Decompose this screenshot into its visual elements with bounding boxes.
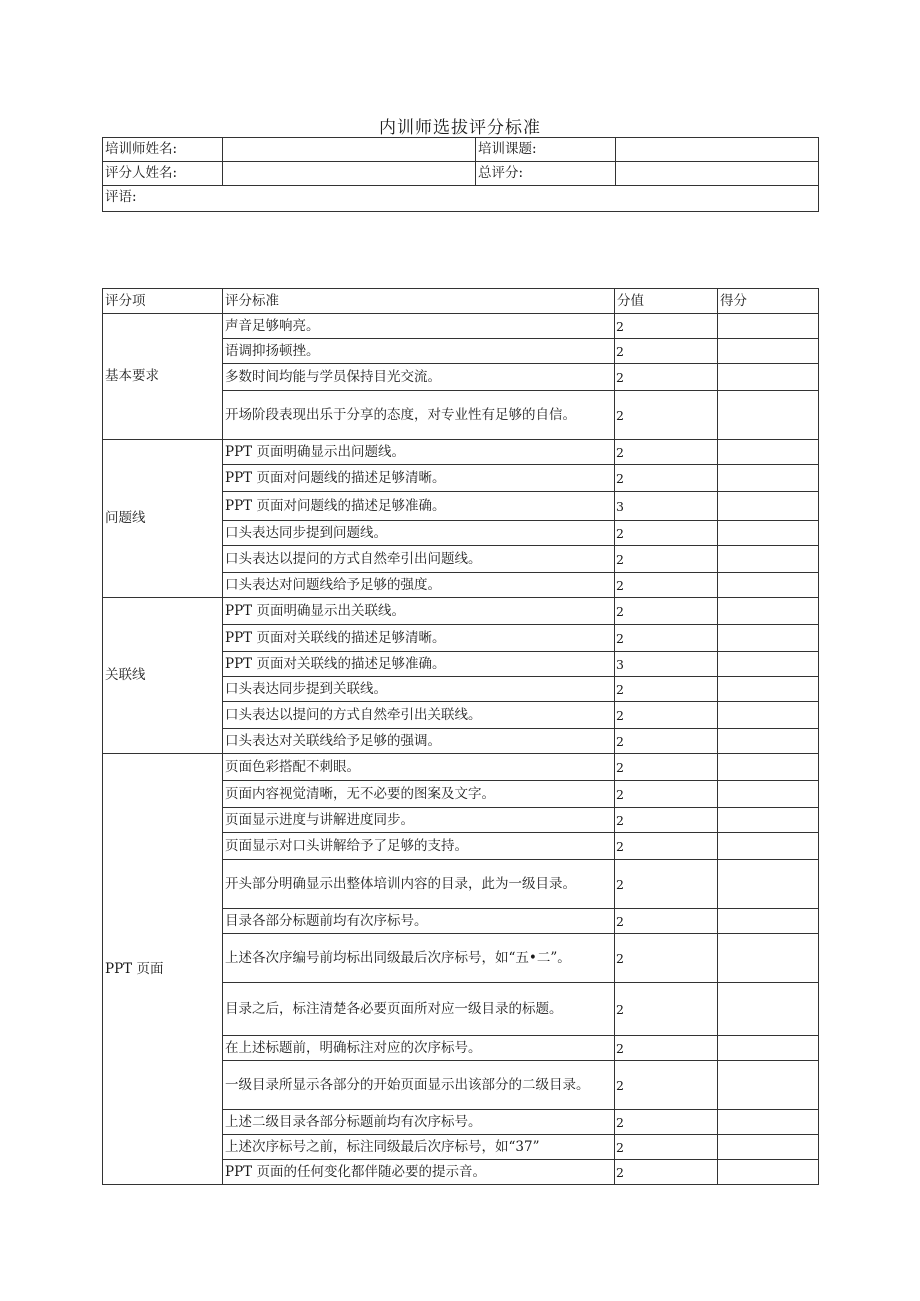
criteria-cell: PPT 页面对问题线的描述足够准确。 <box>223 492 615 521</box>
criteria-cell: 一级目录所显示各部分的开始页面显示出该部分的二级目录。 <box>223 1061 615 1110</box>
category-cell: 基本要求 <box>103 314 223 440</box>
rater-name-field[interactable] <box>223 162 476 186</box>
score-input-cell[interactable] <box>718 625 819 652</box>
criteria-cell: 口头表达以提问的方式自然牵引出关联线。 <box>223 702 615 729</box>
score-input-cell[interactable] <box>718 934 819 983</box>
score-input-cell[interactable] <box>718 598 819 625</box>
value-cell: 2 <box>615 860 718 909</box>
table-row <box>103 754 819 781</box>
value-cell: 2 <box>615 314 718 339</box>
criteria-cell: 开场阶段表现出乐于分享的态度，对专业性有足够的自信。 <box>223 391 615 440</box>
comment-row <box>103 186 819 212</box>
score-input-cell[interactable] <box>718 1036 819 1061</box>
criteria-cell: PPT 页面明确显示出问题线。 <box>223 440 615 465</box>
course-field[interactable] <box>616 138 819 162</box>
score-input-cell[interactable] <box>718 573 819 598</box>
header-item: 评分项 <box>103 289 223 314</box>
value-cell: 2 <box>615 1061 718 1110</box>
comment-field[interactable] <box>103 186 819 212</box>
value-cell: 2 <box>615 391 718 440</box>
score-input-cell[interactable] <box>718 860 819 909</box>
criteria-cell: 上述二级目录各部分标题前均有次序标号。 <box>223 1110 615 1135</box>
value-cell: 2 <box>615 808 718 833</box>
header-value: 分值 <box>615 289 718 314</box>
score-input-cell[interactable] <box>718 339 819 364</box>
score-input-cell[interactable] <box>718 1061 819 1110</box>
value-cell: 2 <box>615 598 718 625</box>
score-input-cell[interactable] <box>718 808 819 833</box>
rater-name-label: 评分人姓名: <box>103 162 223 186</box>
value-cell: 2 <box>615 729 718 754</box>
score-input-cell[interactable] <box>718 440 819 465</box>
score-input-cell[interactable] <box>718 391 819 440</box>
criteria-cell: 口头表达同步提到关联线。 <box>223 677 615 702</box>
value-cell: 2 <box>615 440 718 465</box>
score-input-cell[interactable] <box>718 702 819 729</box>
value-cell: 2 <box>615 909 718 934</box>
value-cell: 2 <box>615 702 718 729</box>
score-input-cell[interactable] <box>718 314 819 339</box>
header-score: 得分 <box>718 289 819 314</box>
info-table <box>102 137 819 212</box>
criteria-cell: PPT 页面的任何变化都伴随必要的提示音。 <box>223 1160 615 1185</box>
table-row <box>103 598 819 625</box>
value-cell: 2 <box>615 465 718 492</box>
category-cell: PPT 页面 <box>103 754 223 1185</box>
criteria-cell: 口头表达对问题线给予足够的强度。 <box>223 573 615 598</box>
score-input-cell[interactable] <box>718 677 819 702</box>
total-score-label: 总评分: <box>476 162 616 186</box>
score-input-cell[interactable] <box>718 754 819 781</box>
value-cell: 2 <box>615 573 718 598</box>
criteria-cell: 页面显示进度与讲解进度同步。 <box>223 808 615 833</box>
value-cell: 2 <box>615 1160 718 1185</box>
trainer-name-field[interactable] <box>223 138 476 162</box>
score-input-cell[interactable] <box>718 833 819 860</box>
score-input-cell[interactable] <box>718 1135 819 1160</box>
value-cell: 2 <box>615 934 718 983</box>
score-input-cell[interactable] <box>718 652 819 677</box>
value-cell: 3 <box>615 652 718 677</box>
criteria-cell: 目录各部分标题前均有次序标号。 <box>223 909 615 934</box>
total-score-field[interactable] <box>616 162 819 186</box>
value-cell: 2 <box>615 546 718 573</box>
criteria-cell: 目录之后，标注清楚各必要页面所对应一级目录的标题。 <box>223 983 615 1036</box>
value-cell: 2 <box>615 1036 718 1061</box>
value-cell: 2 <box>615 625 718 652</box>
criteria-cell: 在上述标题前，明确标注对应的次序标号。 <box>223 1036 615 1061</box>
info-row-2 <box>103 162 819 186</box>
header-criteria: 评分标准 <box>223 289 615 314</box>
criteria-cell: PPT 页面对问题线的描述足够清晰。 <box>223 465 615 492</box>
value-cell: 2 <box>615 754 718 781</box>
score-input-cell[interactable] <box>718 729 819 754</box>
value-cell: 2 <box>615 339 718 364</box>
scoring-table <box>102 288 819 1185</box>
criteria-cell: PPT 页面明确显示出关联线。 <box>223 598 615 625</box>
criteria-cell: 上述各次序编号前均标出同级最后次序标号，如“五•二”。 <box>223 934 615 983</box>
criteria-cell: 页面显示对口头讲解给予了足够的支持。 <box>223 833 615 860</box>
score-input-cell[interactable] <box>718 1160 819 1185</box>
value-cell: 2 <box>615 521 718 546</box>
value-cell: 2 <box>615 1110 718 1135</box>
criteria-cell: 口头表达以提问的方式自然牵引出问题线。 <box>223 546 615 573</box>
score-input-cell[interactable] <box>718 1110 819 1135</box>
criteria-cell: PPT 页面对关联线的描述足够准确。 <box>223 652 615 677</box>
category-cell: 问题线 <box>103 440 223 598</box>
score-input-cell[interactable] <box>718 781 819 808</box>
score-input-cell[interactable] <box>718 909 819 934</box>
criteria-cell: 口头表达同步提到问题线。 <box>223 521 615 546</box>
value-cell: 2 <box>615 983 718 1036</box>
score-input-cell[interactable] <box>718 492 819 521</box>
comment-label: 评语: <box>105 189 137 205</box>
table-row <box>103 440 819 465</box>
value-cell: 2 <box>615 364 718 391</box>
table-header-row <box>103 289 819 314</box>
criteria-cell: 声音足够响亮。 <box>223 314 615 339</box>
page-title: 内训师选拔评分标准 <box>379 118 541 138</box>
criteria-cell: 口头表达对关联线给予足够的强调。 <box>223 729 615 754</box>
criteria-cell: 页面内容视觉清晰，无不必要的图案及文字。 <box>223 781 615 808</box>
category-cell: 关联线 <box>103 598 223 754</box>
criteria-cell: 上述次序标号之前，标注同级最后次序标号，如“37” <box>223 1135 615 1160</box>
info-row-1 <box>103 138 819 162</box>
value-cell: 2 <box>615 1135 718 1160</box>
criteria-cell: PPT 页面对关联线的描述足够清晰。 <box>223 625 615 652</box>
score-input-cell[interactable] <box>718 465 819 492</box>
score-input-cell[interactable] <box>718 546 819 573</box>
criteria-cell: 页面色彩搭配不刺眼。 <box>223 754 615 781</box>
value-cell: 2 <box>615 677 718 702</box>
score-input-cell[interactable] <box>718 364 819 391</box>
score-input-cell[interactable] <box>718 983 819 1036</box>
value-cell: 2 <box>615 833 718 860</box>
trainer-name-label: 培训师姓名: <box>103 138 223 162</box>
value-cell: 2 <box>615 781 718 808</box>
value-cell: 3 <box>615 492 718 521</box>
course-label: 培训课题: <box>476 138 616 162</box>
criteria-cell: 多数时间均能与学员保持目光交流。 <box>223 364 615 391</box>
criteria-cell: 语调抑扬顿挫。 <box>223 339 615 364</box>
criteria-cell: 开头部分明确显示出整体培训内容的目录，此为一级目录。 <box>223 860 615 909</box>
table-row <box>103 314 819 339</box>
score-input-cell[interactable] <box>718 521 819 546</box>
